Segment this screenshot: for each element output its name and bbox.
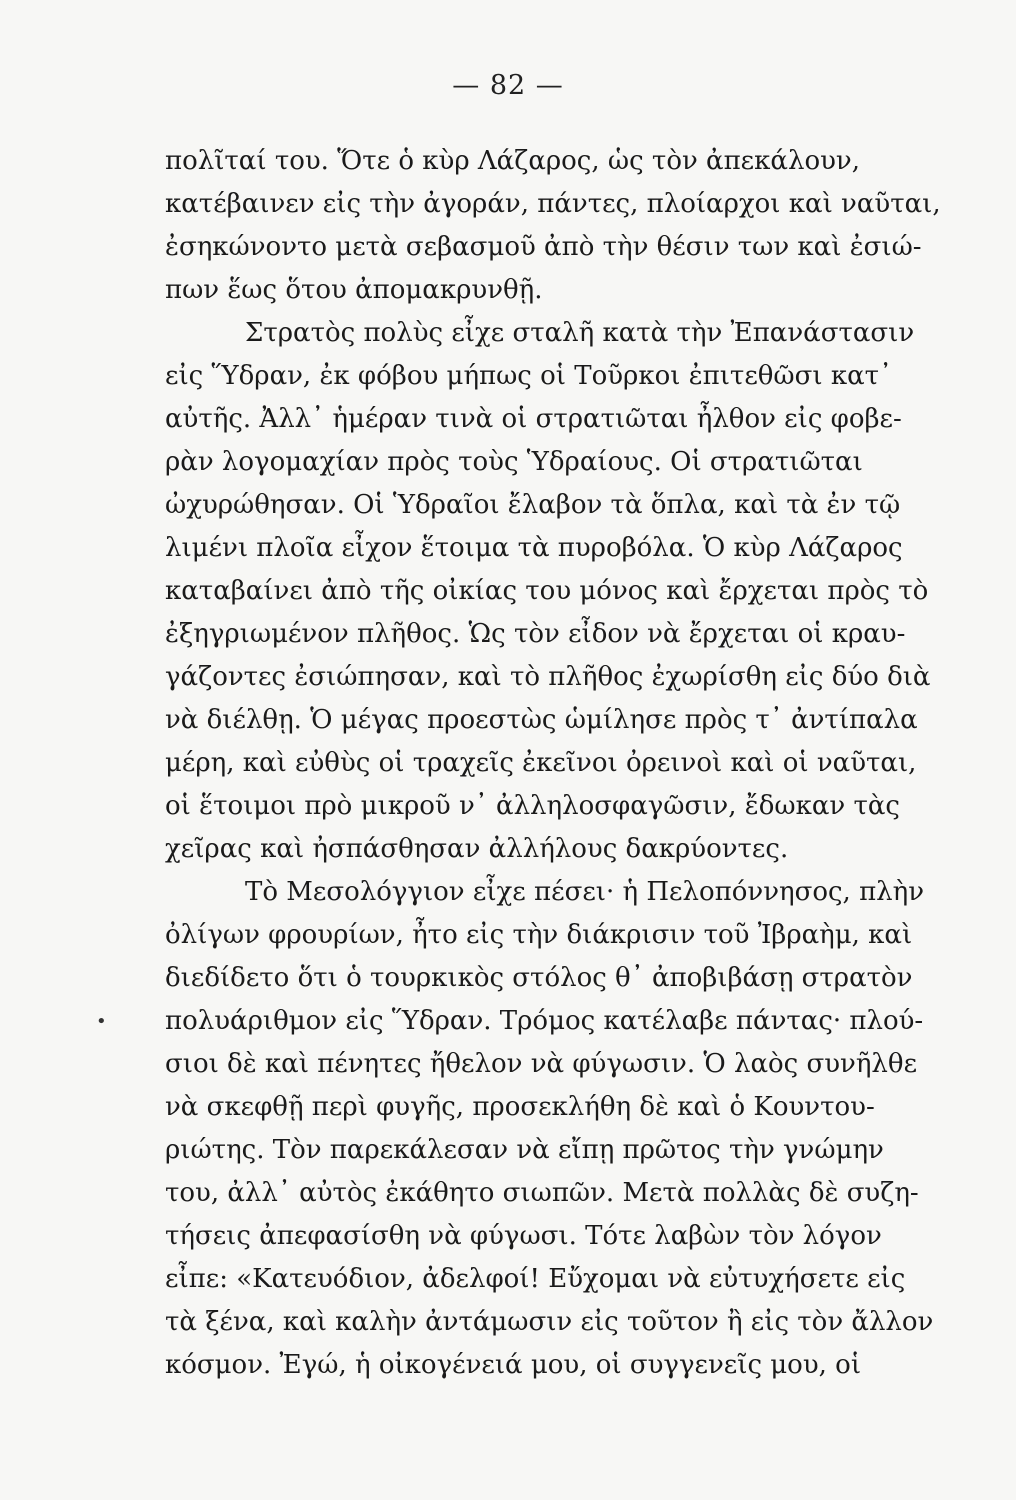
- text-line: καταβαίνει ἀπὸ τῆς οἰκίας του μόνος καὶ ἔρχεται πρὸς τὸ: [165, 576, 929, 606]
- text-line: διεδίδετο ὅτι ὁ τουρκικὸς στόλος θ᾽ ἀποβιβάσῃ στρατὸν: [165, 963, 913, 993]
- text-line: ἐξηγριωμένον πλῆθος. Ὡς τὸν εἶδον νὰ ἔρχεται οἱ κραυ-: [165, 619, 906, 649]
- text-line: κατέβαινεν εἰς τὴν ἀγοράν, πάντες, πλοίαρχοι καὶ ναῦται,: [165, 189, 941, 219]
- text-line: πων ἕως ὅτου ἀπομακρυνθῇ.: [165, 275, 543, 305]
- text-line: σιοι δὲ καὶ πένητες ἤθελον νὰ φύγωσιν. Ὁ λαὸς συνῆλθε: [165, 1049, 918, 1079]
- text-line: ὀλίγων φρουρίων, ἦτο εἰς τὴν διάκρισιν τοῦ Ἰβραὴμ, καὶ: [165, 920, 913, 950]
- text-line: εἶπε: «Κατευόδιον, ἀδελφοί! Εὔχομαι νὰ εὐτυχήσετε εἰς: [165, 1264, 906, 1294]
- text-line: του, ἀλλ᾽ αὐτὸς ἐκάθητο σιωπῶν. Μετὰ πολλὰς δὲ συζη-: [165, 1178, 919, 1208]
- text-line: Τὸ Μεσολόγγιον εἶχε πέσει· ἡ Πελοπόννησος, πλὴν: [245, 877, 925, 907]
- text-line: τὰ ξένα, καὶ καλὴν ἀντάμωσιν εἰς τοῦτον ἢ εἰς τὸν ἄλλον: [165, 1307, 934, 1337]
- text-line: αὐτῆς. Ἀλλ᾽ ἡμέραν τινὰ οἱ στρατιῶται ἦλθον εἰς φοβε-: [165, 404, 902, 434]
- margin-dot-mark: •: [96, 1011, 107, 1032]
- text-line: χεῖρας καὶ ἠσπάσθησαν ἀλλήλους δακρύοντες.: [165, 834, 789, 864]
- text-line: οἱ ἕτοιμοι πρὸ μικροῦ ν᾽ ἀλληλοσφαγῶσιν, ἔδωκαν τὰς: [165, 791, 900, 821]
- text-line: ἐσηκώνοντο μετὰ σεβασμοῦ ἀπὸ τὴν θέσιν των καὶ ἐσιώ-: [165, 232, 922, 262]
- text-line: εἰς Ὕδραν, ἐκ φόβου μήπως οἱ Τοῦρκοι ἐπιτεθῶσι κατ᾽: [165, 361, 893, 391]
- text-line: γάζοντες ἐσιώπησαν, καὶ τὸ πλῆθος ἐχωρίσθη εἰς δύο διὰ: [165, 662, 931, 692]
- text-line: ὠχυρώθησαν. Οἱ Ὑδραῖοι ἔλαβον τὰ ὅπλα, καὶ τὰ ἐν τῷ: [165, 490, 901, 520]
- text-line: νὰ σκεφθῇ περὶ φυγῆς, προσεκλήθη δὲ καὶ ὁ Κουντου-: [165, 1092, 875, 1122]
- text-line: Στρατὸς πολὺς εἶχε σταλῆ κατὰ τὴν Ἐπανάστασιν: [245, 318, 915, 348]
- text-line: ριώτης. Τὸν παρεκάλεσαν νὰ εἴπῃ πρῶτος τὴν γνώμην: [165, 1135, 884, 1165]
- page-number: — 82 —: [452, 70, 564, 101]
- text-line: ρὰν λογομαχίαν πρὸς τοὺς Ὑδραίους. Οἱ στρατιῶται: [165, 447, 863, 477]
- text-line: πολυάριθμον εἰς Ὕδραν. Τρόμος κατέλαβε πάντας· πλού-: [165, 1006, 924, 1036]
- text-line: νὰ διέλθῃ. Ὁ μέγας προεστὼς ὡμίλησε πρὸς τ᾽ ἀντίπαλα: [165, 705, 918, 735]
- text-line: μέρη, καὶ εὐθὺς οἱ τραχεῖς ἐκεῖνοι ὀρεινοὶ καὶ οἱ ναῦται,: [165, 748, 917, 778]
- text-line: κόσμον. Ἐγώ, ἡ οἰκογένειά μου, οἱ συγγενεῖς μου, οἱ: [165, 1350, 862, 1380]
- text-line: τήσεις ἀπεφασίσθη νὰ φύγωσι. Τότε λαβὼν τὸν λόγον: [165, 1221, 882, 1251]
- text-line: πολῖταί του. Ὅτε ὁ κὺρ Λάζαρος, ὡς τὸν ἀπεκάλουν,: [165, 146, 860, 176]
- text-line: λιμένι πλοῖα εἶχον ἕτοιμα τὰ πυροβόλα. Ὁ κὺρ Λάζαρος: [165, 533, 903, 563]
